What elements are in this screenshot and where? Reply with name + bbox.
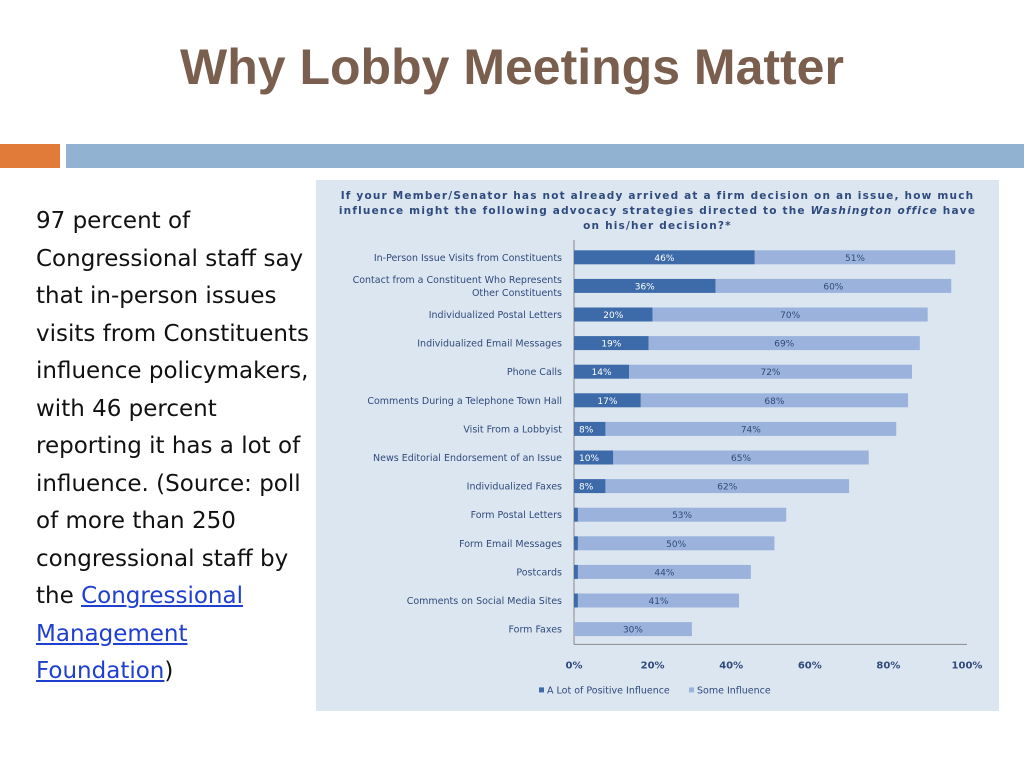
chart-question-line-1: If your Member/Senator has not already arrived at a firm decision on an issue, how much xyxy=(340,190,975,202)
category-label: Contact from a Constituent Who Represents xyxy=(352,274,562,286)
stacked-bar-chart xyxy=(316,180,999,711)
x-tick-label: 60% xyxy=(797,660,822,672)
bar-positive-influence xyxy=(574,536,578,550)
data-label: 60% xyxy=(823,282,844,293)
category-label: Visit From a Lobbyist xyxy=(463,424,562,436)
data-label: 51% xyxy=(844,253,866,264)
x-tick-label: 100% xyxy=(951,660,983,672)
data-label: 19% xyxy=(601,339,622,350)
data-label: 14% xyxy=(591,368,612,379)
category-label: Individualized Email Messages xyxy=(417,338,562,350)
data-label: 65% xyxy=(731,454,752,464)
data-label: 68% xyxy=(764,396,785,407)
data-label: 36% xyxy=(634,282,655,293)
question-line-2-end: have xyxy=(937,205,977,217)
legend-swatch xyxy=(689,687,694,692)
bar-positive-influence xyxy=(574,565,578,579)
category-label: Individualized Postal Letters xyxy=(428,310,562,321)
data-label: 50% xyxy=(666,539,687,550)
x-tick-label: 40% xyxy=(719,660,744,672)
legend-label: A Lot of Positive Influence xyxy=(547,685,670,697)
data-label: 17% xyxy=(597,396,618,407)
data-label: 44% xyxy=(654,568,675,579)
question-line-2-italic: Washington office xyxy=(810,205,938,217)
category-label: Form Postal Letters xyxy=(470,510,562,522)
legend-swatch xyxy=(539,687,544,692)
x-tick-label: 0% xyxy=(565,660,583,672)
question-line-2-start: influence might the following advocacy strategies directed to the xyxy=(338,205,811,217)
body-text-main: 97 percent of Congressional staff say that in-person issues visits from Constituents influence policymakers, with 46 percent reporting it has a lot of influence. (Source: poll of more than 250 congressional staff by the xyxy=(36,208,309,609)
x-tick-label: 20% xyxy=(640,660,665,672)
data-label: 20% xyxy=(603,311,624,321)
category-label: Form Email Messages xyxy=(459,538,562,550)
data-label: 8% xyxy=(579,482,594,493)
data-label: 53% xyxy=(672,511,693,522)
data-label: 41% xyxy=(648,597,669,607)
bar-positive-influence xyxy=(574,508,578,522)
category-label: Postcards xyxy=(516,567,562,579)
x-tick-label: 80% xyxy=(876,660,901,672)
data-label: 69% xyxy=(774,339,795,350)
body-text-end: ) xyxy=(164,658,174,684)
category-label: News Editorial Endorsement of an Issue xyxy=(373,453,562,464)
accent-bar-orange xyxy=(0,144,60,168)
data-label: 30% xyxy=(622,625,643,636)
slide-title: Why Lobby Meetings Matter xyxy=(180,39,844,95)
body-text xyxy=(36,203,326,691)
category-label: Other Constituents xyxy=(471,287,562,299)
chart-question-line-3: on his/her decision?* xyxy=(583,220,732,232)
category-label: Comments on Social Media Sites xyxy=(406,596,562,607)
category-label: Form Faxes xyxy=(508,624,562,636)
legend-label: Some Influence xyxy=(697,685,771,697)
data-label: 72% xyxy=(760,368,781,379)
data-label: 46% xyxy=(654,253,675,264)
data-label: 74% xyxy=(740,425,761,436)
data-label: 10% xyxy=(579,454,600,464)
accent-bar-blue xyxy=(66,144,1024,168)
data-label: 62% xyxy=(717,482,738,493)
congressional-management-foundation-link[interactable]: Congressional Management Foundation xyxy=(36,583,243,684)
category-label: Phone Calls xyxy=(506,367,562,379)
category-label: Comments During a Telephone Town Hall xyxy=(367,395,562,407)
chart-panel xyxy=(316,180,999,711)
category-label: Individualized Faxes xyxy=(466,481,562,493)
bar-positive-influence xyxy=(574,594,578,608)
category-label: In-Person Issue Visits from Constituents xyxy=(373,252,562,264)
data-label: 70% xyxy=(780,311,801,321)
data-label: 8% xyxy=(579,425,594,436)
